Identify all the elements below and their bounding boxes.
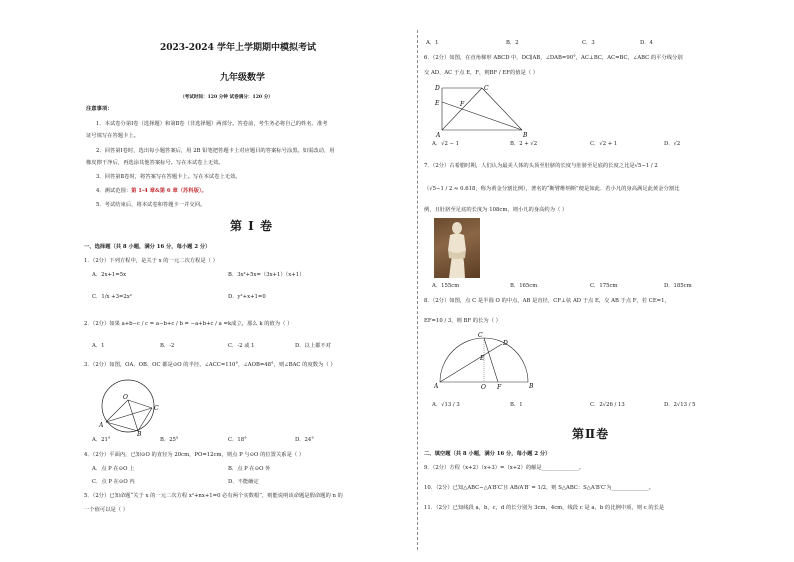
statue-silhouette-icon: [434, 218, 480, 278]
note-3: 3．回答第Ⅱ卷时，将答案写在答题卡上。写在本试卷上无效。: [96, 174, 241, 180]
q7-fraction: √5−1 / 2: [634, 163, 658, 169]
q6-label-a: A: [436, 132, 441, 138]
q8-semicircle-figure: [434, 330, 540, 390]
q5-stem-b: 一个值可以是（ ）: [84, 507, 129, 513]
q4-option-b[interactable]: B．点 P 在⊙O 外: [228, 466, 271, 472]
q1-option-d[interactable]: D．y²+x+1=0: [228, 294, 266, 300]
q3-label-a: A: [99, 422, 104, 429]
part2-title: 第Ⅱ卷: [572, 427, 610, 441]
q2-option-a[interactable]: A．1: [92, 343, 105, 349]
q7-option-b[interactable]: B．165cm: [510, 283, 538, 289]
q4-option-c[interactable]: C．点 P 在⊙O 内: [92, 479, 135, 485]
q4-option-a[interactable]: A．点 P 在⊙O 上: [92, 466, 135, 472]
q6-fraction: BF / EF: [489, 70, 510, 76]
q5-option-a[interactable]: A．1: [426, 40, 439, 46]
q2-option-c[interactable]: C．-2 或 1: [228, 343, 255, 349]
q6-trapezoid-figure: [434, 82, 544, 138]
section1-heading: 一、选择题（共 8 小题，满分 16 分，每小题 2 分）: [84, 244, 211, 250]
q6-segment-cb: [482, 88, 522, 130]
q3-option-c[interactable]: C．18°: [228, 437, 247, 443]
q3-stem: 3．（2分）如图，OA、OB、OC 都是⊙O 的半径，∠ACC=110°，∠AOB=48°，则∠BAC 的度数为（ ）: [84, 362, 336, 368]
q8-chord-ad: [440, 344, 502, 382]
part1-title: 第 Ⅰ 卷: [230, 219, 273, 233]
q4-option-d[interactable]: D．不能确定: [228, 479, 259, 485]
q7-option-a[interactable]: A．155cm: [432, 283, 460, 289]
q7-stem-b: （√5−1 / 2 ≈ 0.618，称为黄金分割比例），著名的“断臂维纳斯”便是如此．若小凡的身高满足此黄金分割比: [424, 186, 680, 192]
q8-fraction: 10 / 3: [435, 318, 452, 324]
q1-stem: 1．（2分）下列方程中，是关于 x 的一元二次方程是（ ）: [84, 258, 218, 264]
q6-label-f: F: [460, 101, 465, 108]
q8-label-e: E: [480, 355, 485, 362]
q5-option-d[interactable]: D．4: [640, 40, 653, 46]
q11-stem: 11．（2分）已知线段 a，b，c，d 的长分别为 3cm，4cm，线段 c 是 a，b 的比例中项，则 c 的长是: [424, 505, 665, 511]
q6-label-d: D: [435, 85, 440, 92]
q2-option-b[interactable]: B．-2: [160, 343, 175, 349]
q3-label-c: C: [154, 405, 159, 412]
note-1b: 证号填写在答题卡上。: [86, 133, 139, 139]
q6-segment-be: [442, 102, 522, 130]
note-4: 4．测试范围：第 1-4 章&第 6 章（苏科版）。: [96, 188, 207, 194]
q8-option-d[interactable]: D．2√13 / 5: [664, 402, 696, 408]
q6-label-c: C: [484, 85, 489, 92]
q2-fraction-1: a+b−c / c: [121, 321, 149, 327]
note-2b: 橡皮擦干净后，再选涂其他答案标号。写在本试卷上无效。: [86, 160, 224, 166]
q8-label-o: O: [481, 384, 486, 390]
q8-segment-cf: [484, 338, 498, 382]
note-2a: 2．回答第Ⅰ卷时，选出每小题答案后，用 2B 铅笔把答题卡上对应题目的答案标号涂黑。如需改动，用: [96, 148, 335, 154]
q8-stem-b: EF=10 / 3，则 BF 的长为（ ）: [424, 318, 501, 324]
q6-stem-b: 交 AD、AC 于点 E，F，则BF / EF的值是（ ）: [424, 70, 539, 76]
q2-fraction-3: −a+b+c / a: [190, 321, 222, 327]
q2-stem: 2．（2分）如果 a+b−c / c = a−b+c / b = −a+b+c / a =k成立，那么 k 的值为（ ）: [84, 321, 293, 327]
q8-label-a: A: [434, 383, 439, 390]
q7-option-c[interactable]: C．175cm: [590, 283, 618, 289]
q3-label-o: O: [123, 394, 128, 401]
q8-label-c: C: [478, 332, 483, 339]
q3-segment-ab: [106, 422, 138, 431]
q8-label-f: F: [497, 384, 502, 390]
q1-option-b[interactable]: B．3x²+5x=（3x+1）（x+1）: [228, 272, 305, 278]
q6-option-c[interactable]: C．√2 + 1: [590, 141, 618, 147]
q6-stem-a: 6．（2分）如图，在直角梯形 ABCD 中，DC∥AB，∠DAB=90°，AC⊥BC，AC=BC，∠ABC 的平分线分别: [424, 55, 683, 61]
q10-stem: 10．（2分）已知△ABC∽△A′B′C′且 AB/A′B′ = 1/2，则 S△ABC：S△A′B′C′为______________。: [424, 485, 654, 491]
q1-option-a[interactable]: A．2x+1=5x: [92, 272, 127, 278]
q8-label-d: D: [503, 340, 508, 347]
q3-segment-oc: [128, 400, 152, 408]
q4-stem: 4．（2分）平面内，已知⊙O 的直径为 20cm，PO=12cm，则点 P 与⊙O 的位置关系是（ ）: [84, 452, 305, 458]
q8-label-b: B: [529, 383, 534, 390]
q8-option-b[interactable]: B．1: [510, 402, 523, 408]
q6-option-b[interactable]: B．2 + √2: [510, 141, 538, 147]
q6-label-e: E: [435, 100, 440, 107]
q7-option-d[interactable]: D．185cm: [664, 283, 692, 289]
left-column: [80, 0, 412, 562]
q6-option-a[interactable]: A．√2 − 1: [432, 141, 460, 147]
q3-circle-figure: [90, 374, 170, 436]
q3-option-b[interactable]: B．25°: [160, 437, 179, 443]
q3-option-a[interactable]: A．21°: [92, 437, 111, 443]
notes-heading: 注意事项：: [86, 106, 113, 112]
section2-heading: 二、填空题（共 8 小题，满分 16 分，每小题 2 分）: [424, 451, 551, 457]
venus-statue-image: [434, 218, 480, 278]
q7-stem-c: 例，且肚脐至足底的长度为 108cm，则小凡的身高约为（ ）: [424, 207, 568, 213]
q8-stem-a: 8．（2分）如图，点 C 是半圆 O 的中点，AB 是直径，CF⊥弦 AD 于点 E，交 AB 于点 F，若 CE=1，: [424, 298, 670, 304]
q2-option-d[interactable]: D．以上都不对: [295, 343, 332, 349]
q3-segment-ob: [128, 400, 138, 431]
note-5: 5．考试结束后，将本试卷和答题卡一并交回。: [96, 202, 206, 208]
q3-label-b: B: [137, 431, 142, 436]
q8-option-c[interactable]: C．2√26 / 13: [590, 402, 625, 408]
q2-fraction-2: a−b+c / b: [155, 321, 183, 327]
q7-stem-a: 7．（2分）古希腊时期，人们认为最美人体的头顶至肚脐的长度与肚脐至足底的长度之比是√5−1 / 2: [424, 163, 658, 169]
q3-option-d[interactable]: D．24°: [295, 437, 314, 443]
exam-subtitle: 九年级数学: [220, 73, 266, 83]
note-1a: 1．本试卷分第Ⅰ卷（选择题）和第Ⅱ卷（非选择题）两部分。答卷前，考生务必将自己的姓名、准考: [96, 121, 328, 127]
exam-meta: （考试时间：120 分钟 试卷满分：120 分）: [180, 95, 273, 100]
q6-label-b: B: [523, 132, 528, 138]
exam-title: 2023-2024 学年上学期期中模拟考试: [160, 43, 316, 53]
q9-stem: 9．（2分）方程（x+2）（x+3）=（x+2）的解是______________。: [424, 465, 585, 471]
q1-option-c[interactable]: C．1/x +3=2x²: [92, 294, 132, 300]
q8-option-a[interactable]: A．√13 / 3: [432, 402, 460, 408]
right-column: [420, 0, 790, 562]
q5-stem-a: 5．（2分）已知命题“关于 x 的一元二次方程 x²+nx+1=0 必有两个实数根”，则能说明该命题是假命题的 n 的: [84, 493, 343, 499]
column-divider: [417, 30, 418, 550]
q5-option-c[interactable]: C．3: [582, 40, 595, 46]
q5-option-b[interactable]: B．2: [506, 40, 519, 46]
q6-option-d[interactable]: D．√2: [664, 141, 681, 147]
